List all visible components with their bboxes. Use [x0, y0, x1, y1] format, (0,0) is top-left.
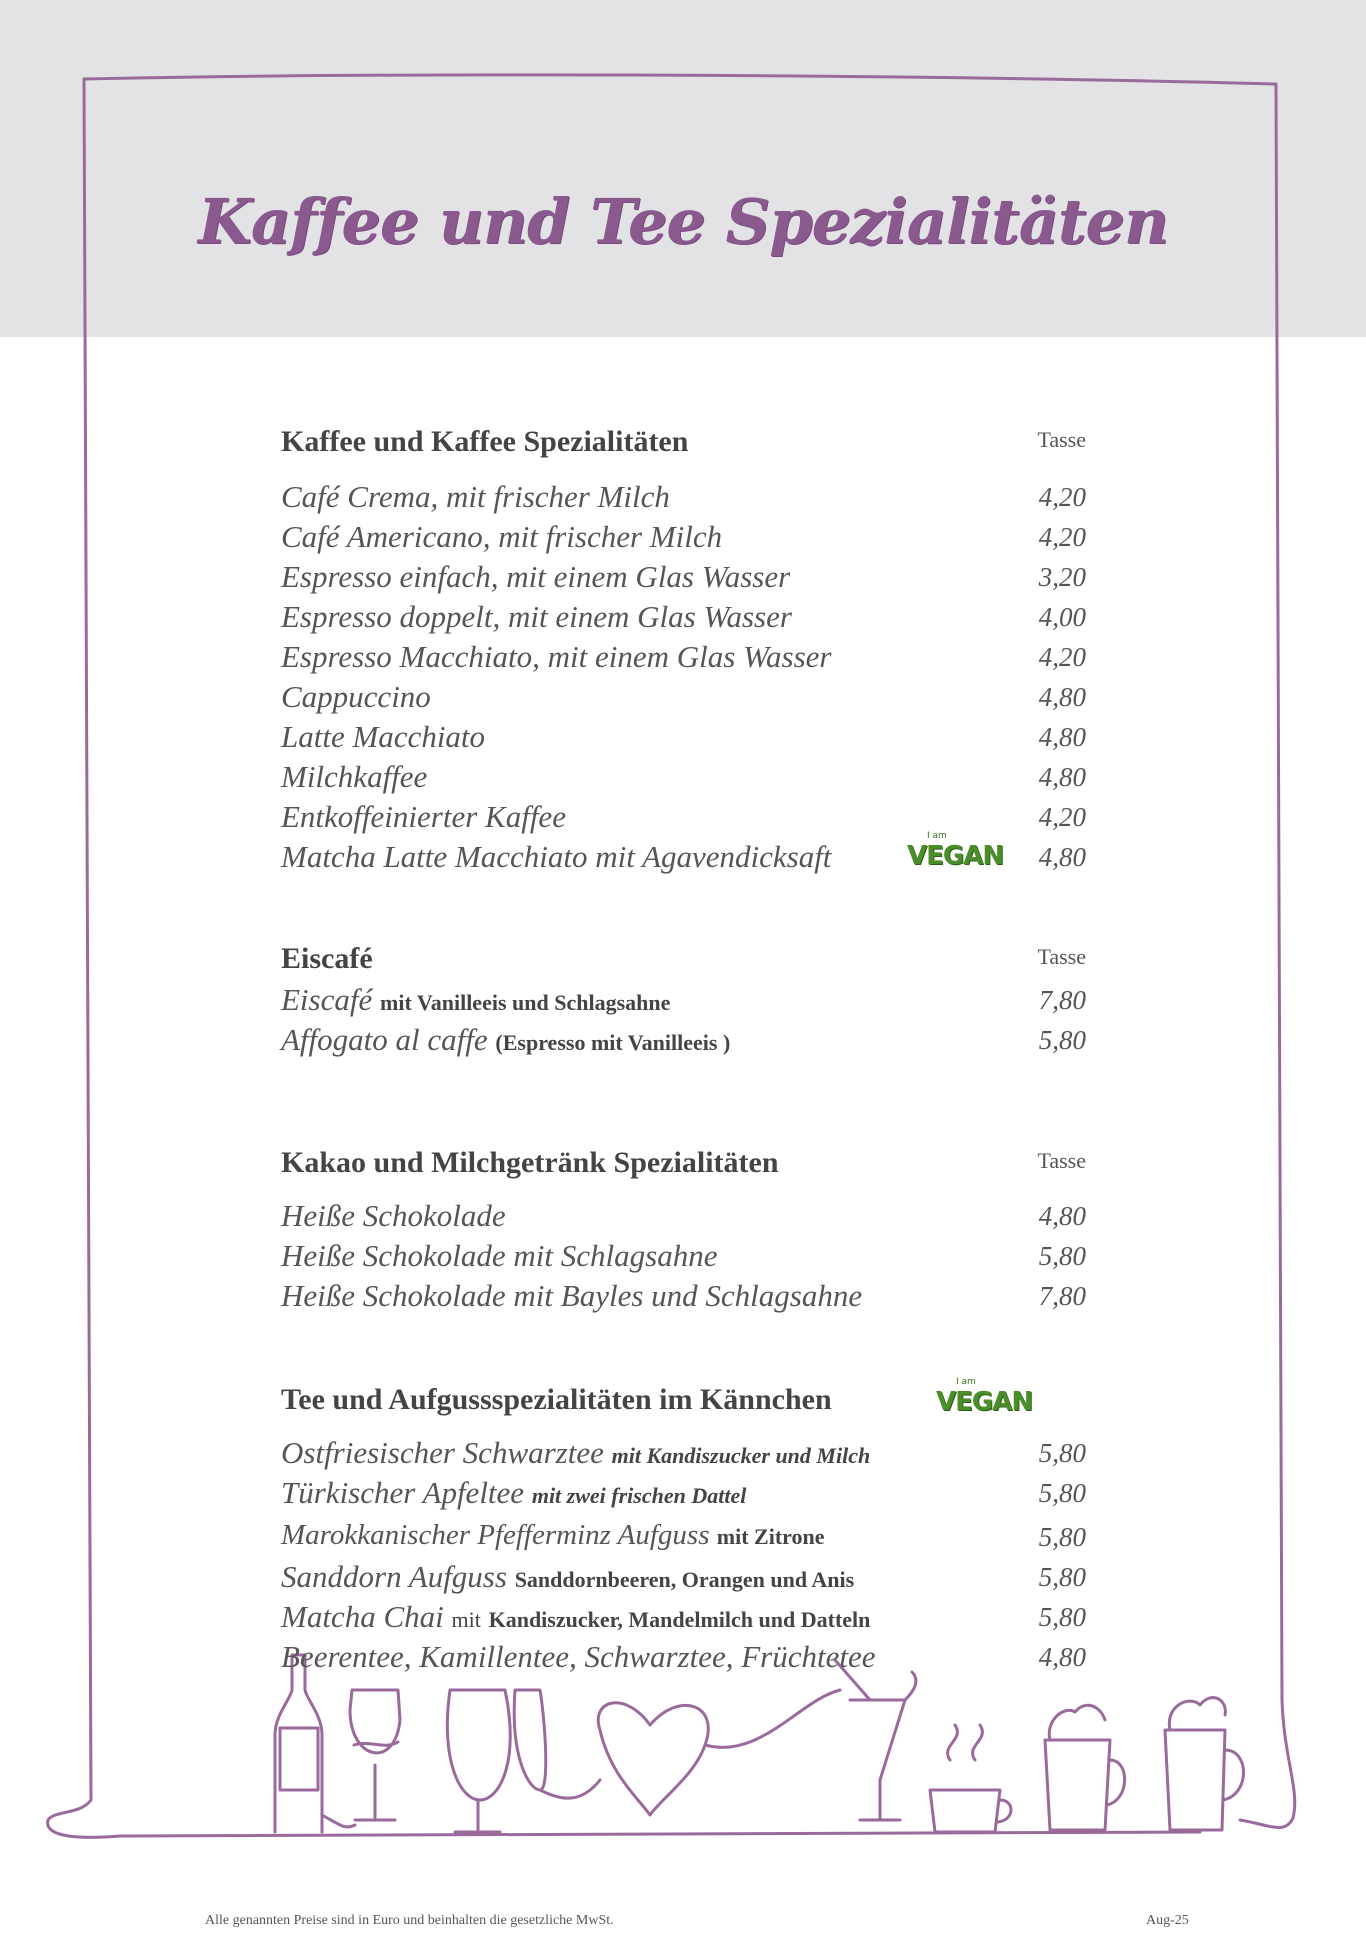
bottle-icon: [275, 1655, 322, 1832]
item-price: 4,80: [1038, 762, 1086, 792]
item-name: Café Crema, mit frischer Milch: [281, 479, 670, 514]
item-price: 4,00: [1038, 602, 1086, 632]
item-note: mit zwei frischen Dattel: [531, 1483, 747, 1508]
tall-glass-icon: [514, 1690, 546, 1790]
item-name: Marokkanischer Pfefferminz Aufguss mit Zitrone: [281, 1519, 825, 1551]
item-price: 4,20: [1038, 522, 1086, 552]
menu-item: [281, 639, 1086, 679]
item-name: Beerentee, Kamillentee, Schwarztee, Früchtetee: [281, 1639, 876, 1674]
item-price: 4,20: [1038, 482, 1086, 512]
menu-item: [281, 1435, 1086, 1475]
item-name: Matcha Chai mit Kandiszucker, Mandelmilch und Datteln: [281, 1599, 871, 1634]
item-name: Sanddorn Aufguss Sanddornbeeren, Orangen und Anis: [281, 1559, 855, 1594]
item-name: Espresso doppelt, mit einem Glas Wasser: [281, 599, 792, 634]
item-note: (Espresso mit Vanilleeis ): [495, 1030, 731, 1055]
section-kakao: [281, 1146, 1086, 1318]
item-price: 5,80: [1038, 1438, 1086, 1468]
menu-item: [281, 479, 1086, 519]
unit-label: Tasse: [1037, 1148, 1086, 1173]
mug-icon: [1045, 1705, 1125, 1830]
item-note: Sanddornbeeren, Orangen und Anis: [514, 1567, 855, 1592]
footer-date: Aug-25: [1146, 1913, 1189, 1928]
item-name: Latte Macchiato: [281, 719, 486, 754]
item-name: Ostfriesischer Schwarztee mit Kandiszucker und Milch: [281, 1435, 871, 1470]
item-name: Milchkaffee: [281, 759, 428, 794]
menu-item: [281, 1599, 1086, 1639]
item-note: mit Vanilleeis und Schlagsahne: [380, 990, 671, 1015]
menu-item: [281, 1278, 1086, 1318]
item-name: Café Americano, mit frischer Milch: [281, 519, 723, 554]
footer-note: Alle genannten Preise sind in Euro und beinhalten die gesetzliche MwSt.: [205, 1913, 614, 1928]
unit-label: Tasse: [1037, 427, 1086, 452]
item-name: Espresso Macchiato, mit einem Glas Wasser: [281, 639, 832, 674]
menu-item: [281, 1238, 1086, 1278]
vegan-badge-small: I am: [927, 831, 947, 841]
item-name: Heiße Schokolade mit Bayles und Schlagsahne: [281, 1278, 863, 1313]
section-kaffee: [281, 425, 1086, 879]
item-price: 5,80: [1038, 1562, 1086, 1592]
vegan-badge: [907, 831, 1004, 871]
item-name: Affogato al caffe (Espresso mit Vanilleeis ): [281, 1022, 731, 1057]
item-name: Heiße Schokolade mit Schlagsahne: [281, 1238, 718, 1273]
unit-label: Tasse: [1037, 944, 1086, 969]
tall-glass-icon: [447, 1690, 510, 1832]
item-name: Matcha Latte Macchiato mit Agavendicksaft: [281, 839, 832, 874]
item-price: 4,80: [1038, 682, 1086, 712]
heart-icon: [598, 1703, 708, 1815]
menu-item: [281, 831, 1086, 879]
menu-item: [281, 1639, 1086, 1679]
page-title: Kaffee und Tee Spezialitäten: [197, 185, 1169, 258]
item-price: 7,80: [1038, 1281, 1086, 1311]
coffee-cup-icon: [930, 1725, 1011, 1832]
item-name: Espresso einfach, mit einem Glas Wasser: [281, 559, 791, 594]
wine-glass-icon: [350, 1690, 400, 1820]
section-tee: [281, 1377, 1086, 1679]
item-price: 5,80: [1038, 1025, 1086, 1055]
item-note: Kandiszucker, Mandelmilch und Datteln: [488, 1607, 871, 1632]
menu-item: [281, 1475, 1086, 1515]
mug-icon: [1165, 1698, 1244, 1830]
item-note: mit Zitrone: [716, 1524, 825, 1549]
menu-item: [281, 1022, 1086, 1062]
header-band: [0, 0, 1366, 337]
menu-item: [281, 719, 1086, 759]
section-title: Tee und Aufgussspezialitäten im Kännchen: [281, 1383, 832, 1416]
menu-item: [281, 1559, 1086, 1599]
item-price: 4,80: [1038, 1201, 1086, 1231]
item-name: Cappuccino: [281, 679, 431, 714]
menu-item: [281, 799, 1086, 839]
item-price: 5,80: [1038, 1241, 1086, 1271]
item-price: 4,80: [1038, 722, 1086, 752]
item-note: mit Kandiszucker und Milch: [611, 1443, 871, 1468]
item-name: Eiscafé mit Vanilleeis und Schlagsahne: [281, 982, 671, 1017]
item-price: 4,80: [1038, 842, 1086, 872]
vegan-badge-label: VEGAN: [936, 1387, 1033, 1417]
menu-item: [281, 559, 1086, 599]
vegan-badge-label: VEGAN: [907, 841, 1004, 871]
item-price: 4,20: [1038, 802, 1086, 832]
menu-item: [281, 519, 1086, 559]
section-title: Kakao und Milchgetränk Spezialitäten: [281, 1146, 779, 1179]
item-price: 4,20: [1038, 642, 1086, 672]
item-price: 5,80: [1038, 1478, 1086, 1508]
menu-item: [281, 679, 1086, 719]
vegan-badge-small: I am: [956, 1377, 976, 1387]
item-price: 5,80: [1038, 1602, 1086, 1632]
menu-item: [281, 982, 1086, 1022]
section-title: Eiscafé: [281, 942, 373, 975]
menu-item: [281, 599, 1086, 639]
vegan-badge: [936, 1377, 1033, 1417]
cocktail-icon: [835, 1660, 916, 1820]
item-price: 4,80: [1038, 1642, 1086, 1672]
menu-item: [281, 1198, 1086, 1238]
item-price: 3,20: [1038, 562, 1086, 592]
item-price: 7,80: [1038, 985, 1086, 1015]
item-name: Entkoffeinierter Kaffee: [281, 799, 566, 834]
item-name: Heiße Schokolade: [281, 1198, 506, 1233]
menu-item: [281, 759, 1086, 799]
section-title: Kaffee und Kaffee Spezialitäten: [281, 425, 689, 458]
item-price: 5,80: [1038, 1522, 1086, 1552]
section-eiscafe: [281, 942, 1086, 1062]
item-name: Türkischer Apfeltee mit zwei frischen Dattel: [281, 1475, 747, 1510]
menu-item: [281, 1519, 1086, 1559]
